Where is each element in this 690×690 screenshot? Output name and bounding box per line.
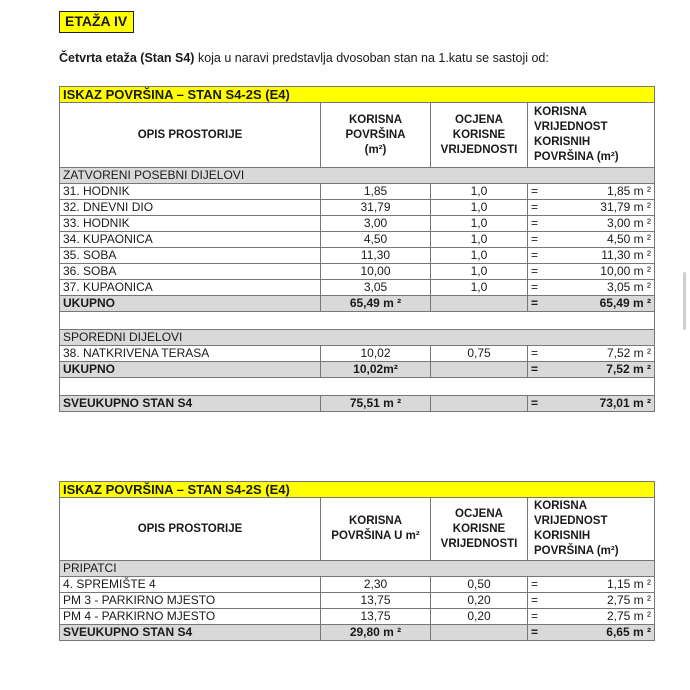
- total-coef: [431, 296, 528, 312]
- room-coef: 0,75: [431, 346, 528, 362]
- grand-total-coef: [431, 625, 528, 641]
- table-title: ISKAZ POVRŠINA – STAN S4-2S (E4): [60, 482, 655, 498]
- total-label: UKUPNO: [60, 362, 321, 378]
- room-name: PM 4 - PARKIRNO MJESTO: [60, 609, 321, 625]
- table-row: [60, 200, 655, 216]
- intro-bold: Četvrta etaža (Stan S4): [59, 51, 195, 65]
- header-ocjena: OCJENA KORISNE VRIJEDNOSTI: [431, 103, 528, 168]
- room-value: 3,05 m ²: [542, 280, 655, 296]
- room-eq: =: [528, 609, 542, 625]
- room-value: 4,50 m ²: [542, 232, 655, 248]
- room-area: 10,00: [321, 264, 431, 280]
- room-value: 3,00 m ²: [542, 216, 655, 232]
- table-row: [60, 184, 655, 200]
- header-povrsina: KORISNA POVRŠINA U m²: [321, 498, 431, 561]
- spacer-row: [60, 312, 655, 330]
- total-eq: =: [528, 362, 542, 378]
- room-area: 3,05: [321, 280, 431, 296]
- header-vrijednost: KORISNA VRIJEDNOST KORISNIH POVRŠINA (m²): [528, 498, 655, 561]
- total-row: [60, 296, 655, 312]
- header-povrsina: KORISNA POVRŠINA (m²): [321, 103, 431, 168]
- room-value: 2,75 m ²: [542, 593, 655, 609]
- table-row: [60, 232, 655, 248]
- area-table-2: [59, 481, 655, 641]
- room-name: PM 3 - PARKIRNO MJESTO: [60, 593, 321, 609]
- room-eq: =: [528, 200, 542, 216]
- room-eq: =: [528, 216, 542, 232]
- room-eq: =: [528, 232, 542, 248]
- room-value: 10,00 m ²: [542, 264, 655, 280]
- grand-total-coef: [431, 396, 528, 412]
- table-row: [60, 609, 655, 625]
- room-coef: 1,0: [431, 200, 528, 216]
- table-row: [60, 346, 655, 362]
- room-name: 34. KUPAONICA: [60, 232, 321, 248]
- room-coef: 1,0: [431, 184, 528, 200]
- room-name: 38. NATKRIVENA TERASA: [60, 346, 321, 362]
- room-name: 31. HODNIK: [60, 184, 321, 200]
- room-eq: =: [528, 248, 542, 264]
- table-title-row: [60, 87, 655, 103]
- intro-text: [59, 51, 549, 65]
- room-name: 33. HODNIK: [60, 216, 321, 232]
- room-value: 1,85 m ²: [542, 184, 655, 200]
- room-value: 11,30 m ²: [542, 248, 655, 264]
- room-coef: 1,0: [431, 280, 528, 296]
- room-eq: =: [528, 593, 542, 609]
- table-row: [60, 593, 655, 609]
- total-value: 65,49 m ²: [542, 296, 655, 312]
- table-row: [60, 280, 655, 296]
- section-row: [60, 561, 655, 577]
- grand-total-label: SVEUKUPNO STAN S4: [60, 396, 321, 412]
- grand-total-label: SVEUKUPNO STAN S4: [60, 625, 321, 641]
- header-opis: OPIS PROSTORIJE: [60, 498, 321, 561]
- grand-total-value: 6,65 m ²: [542, 625, 655, 641]
- room-eq: =: [528, 264, 542, 280]
- header-vrijednost: KORISNA VRIJEDNOST KORISNIH POVRŠINA (m²): [528, 103, 655, 168]
- section-row: [60, 168, 655, 184]
- total-area: 65,49 m ²: [321, 296, 431, 312]
- room-area: 10,02: [321, 346, 431, 362]
- table-row: [60, 216, 655, 232]
- room-eq: =: [528, 184, 542, 200]
- grand-total-row: [60, 396, 655, 412]
- grand-total-row: [60, 625, 655, 641]
- room-value: 7,52 m ²: [542, 346, 655, 362]
- room-area: 3,00: [321, 216, 431, 232]
- grand-total-area: 29,80 m ²: [321, 625, 431, 641]
- section-label: PRIPATCI: [60, 561, 655, 577]
- total-area: 10,02m²: [321, 362, 431, 378]
- table-row: [60, 248, 655, 264]
- table-row: [60, 577, 655, 593]
- room-area: 2,30: [321, 577, 431, 593]
- room-name: 4. SPREMIŠTE 4: [60, 577, 321, 593]
- room-name: 36. SOBA: [60, 264, 321, 280]
- room-coef: 1,0: [431, 264, 528, 280]
- table-title: ISKAZ POVRŠINA – STAN S4-2S (E4): [60, 87, 655, 103]
- section-label: SPOREDNI DIJELOVI: [60, 330, 655, 346]
- total-row: [60, 362, 655, 378]
- room-area: 11,30: [321, 248, 431, 264]
- header-opis: OPIS PROSTORIJE: [60, 103, 321, 168]
- room-eq: =: [528, 280, 542, 296]
- table-header-row: [60, 103, 655, 168]
- table-row: [60, 264, 655, 280]
- total-value: 7,52 m ²: [542, 362, 655, 378]
- room-coef: 1,0: [431, 232, 528, 248]
- room-value: 2,75 m ²: [542, 609, 655, 625]
- room-eq: =: [528, 577, 542, 593]
- table-header-row: [60, 498, 655, 561]
- room-area: 31,79: [321, 200, 431, 216]
- room-coef: 1,0: [431, 216, 528, 232]
- room-name: 37. KUPAONICA: [60, 280, 321, 296]
- grand-total-value: 73,01 m ²: [542, 396, 655, 412]
- room-eq: =: [528, 346, 542, 362]
- room-coef: 0,50: [431, 577, 528, 593]
- table-title-row: [60, 482, 655, 498]
- total-label: UKUPNO: [60, 296, 321, 312]
- room-coef: 1,0: [431, 248, 528, 264]
- floor-label: ETAŽA IV: [59, 11, 134, 33]
- room-area: 4,50: [321, 232, 431, 248]
- room-area: 13,75: [321, 609, 431, 625]
- room-value: 1,15 m ²: [542, 577, 655, 593]
- grand-total-eq: =: [528, 396, 542, 412]
- intro-rest: koja u naravi predstavlja dvosoban stan na 1.katu se sastoji od:: [194, 51, 549, 65]
- spacer-row: [60, 378, 655, 396]
- area-table-1: [59, 86, 655, 412]
- room-name: 32. DNEVNI DIO: [60, 200, 321, 216]
- scrollbar-thumb[interactable]: [683, 272, 686, 330]
- room-coef: 0,20: [431, 593, 528, 609]
- total-eq: =: [528, 296, 542, 312]
- room-area: 1,85: [321, 184, 431, 200]
- section-label: ZATVORENI POSEBNI DIJELOVI: [60, 168, 655, 184]
- grand-total-area: 75,51 m ²: [321, 396, 431, 412]
- grand-total-eq: =: [528, 625, 542, 641]
- room-name: 35. SOBA: [60, 248, 321, 264]
- room-coef: 0,20: [431, 609, 528, 625]
- section-row: [60, 330, 655, 346]
- total-coef: [431, 362, 528, 378]
- room-area: 13,75: [321, 593, 431, 609]
- room-value: 31,79 m ²: [542, 200, 655, 216]
- header-ocjena: OCJENA KORISNE VRIJEDNOSTI: [431, 498, 528, 561]
